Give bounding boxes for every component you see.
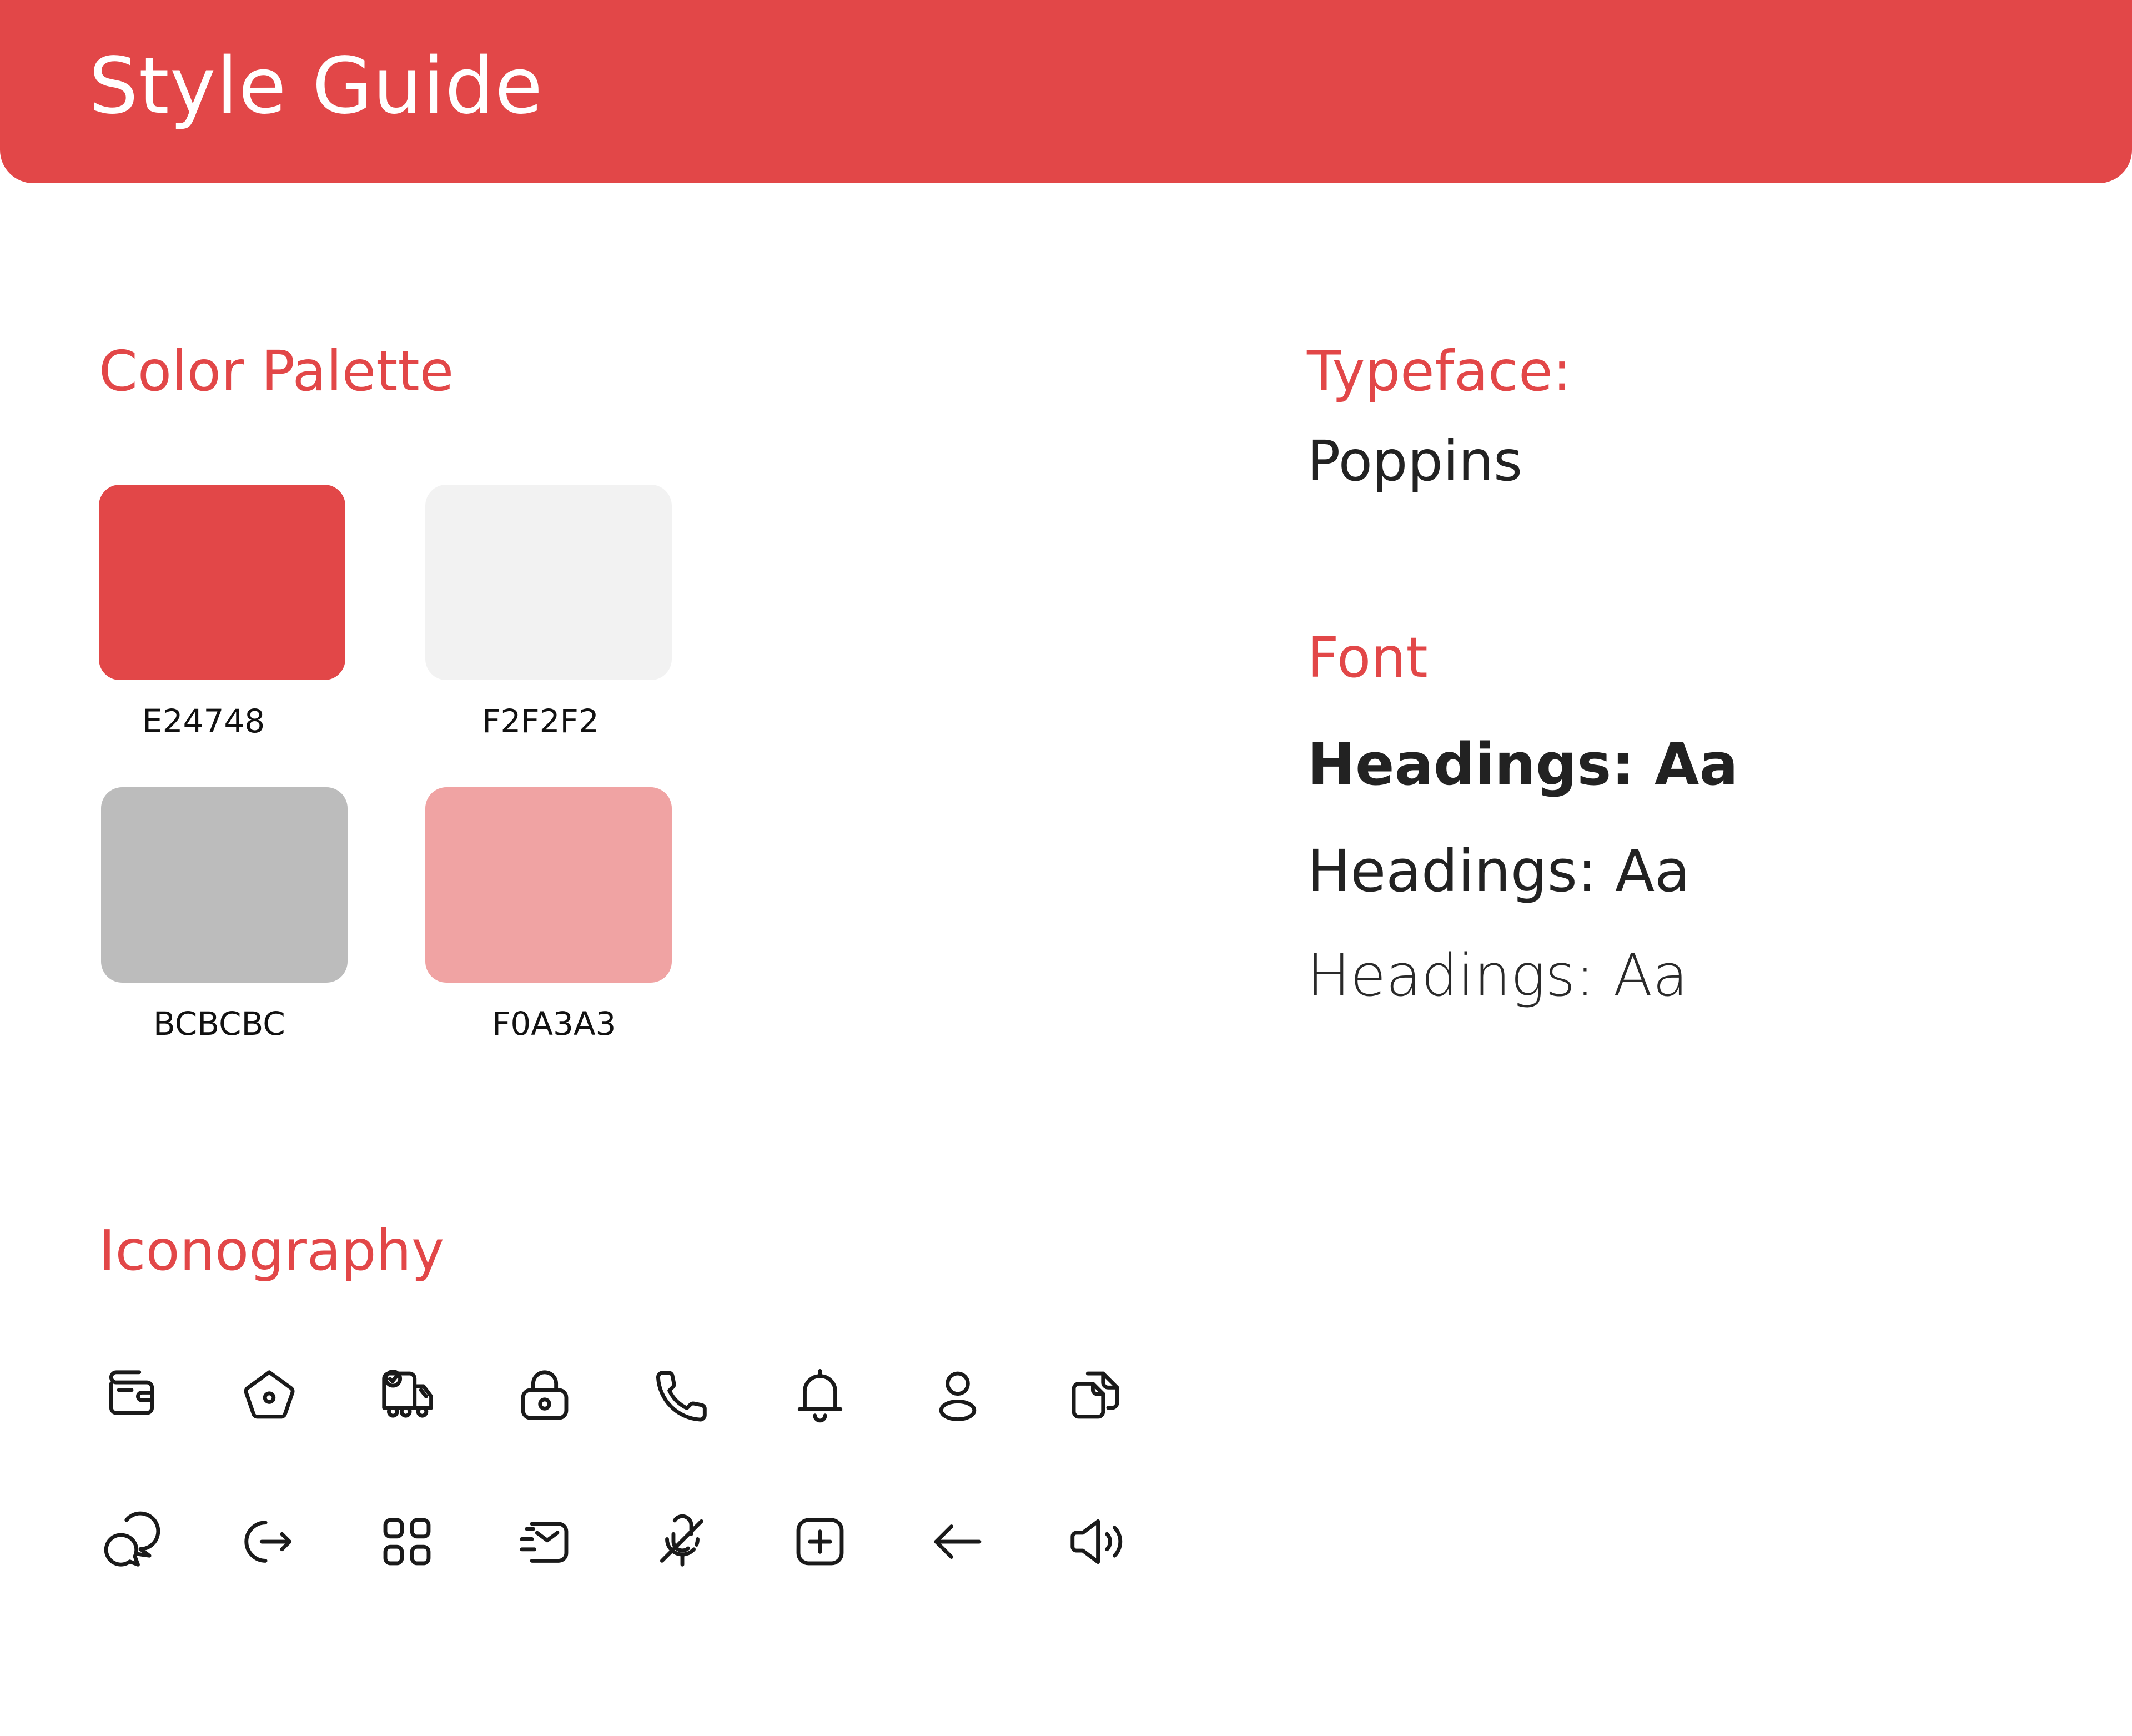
swatch-gray bbox=[101, 787, 348, 983]
grid-icon bbox=[376, 1511, 438, 1572]
delivery-truck-icon bbox=[376, 1365, 438, 1426]
wallet-icon bbox=[101, 1365, 162, 1426]
user-icon bbox=[927, 1365, 988, 1426]
header-bar bbox=[0, 0, 2132, 183]
bell-icon bbox=[790, 1365, 851, 1426]
font-title: Font bbox=[1307, 625, 1428, 690]
lock-icon bbox=[514, 1365, 575, 1426]
phone-icon bbox=[652, 1365, 713, 1426]
typeface-name: Poppins bbox=[1307, 429, 1523, 494]
swatch-red bbox=[99, 485, 345, 680]
font-sample-regular: Headings: Aa bbox=[1307, 837, 1690, 905]
swatch-light-gray bbox=[425, 485, 672, 680]
swatch-red-label: E24748 bbox=[142, 702, 265, 740]
iconography-title: Iconography bbox=[99, 1218, 445, 1283]
swatch-pink-label: F0A3A3 bbox=[492, 1005, 616, 1043]
add-square-icon bbox=[790, 1511, 851, 1572]
home-icon bbox=[239, 1365, 300, 1426]
arrow-left-icon bbox=[927, 1511, 988, 1572]
microphone-off-icon bbox=[652, 1511, 713, 1572]
swatch-light-gray-label: F2F2F2 bbox=[482, 702, 599, 740]
font-sample-light: Headings: Aa bbox=[1307, 942, 1688, 1009]
chat-icon bbox=[101, 1511, 162, 1572]
swatch-pink bbox=[425, 787, 672, 983]
typeface-title: Typeface: bbox=[1307, 339, 1572, 404]
message-icon bbox=[514, 1511, 575, 1572]
font-sample-bold: Headings: Aa bbox=[1307, 731, 1738, 798]
page-title: Style Guide bbox=[89, 41, 544, 132]
swatch-gray-label: BCBCBC bbox=[153, 1005, 285, 1043]
logout-icon bbox=[239, 1511, 300, 1572]
color-palette-title: Color Palette bbox=[99, 339, 454, 404]
documents-icon bbox=[1065, 1365, 1126, 1426]
volume-icon bbox=[1065, 1511, 1126, 1572]
